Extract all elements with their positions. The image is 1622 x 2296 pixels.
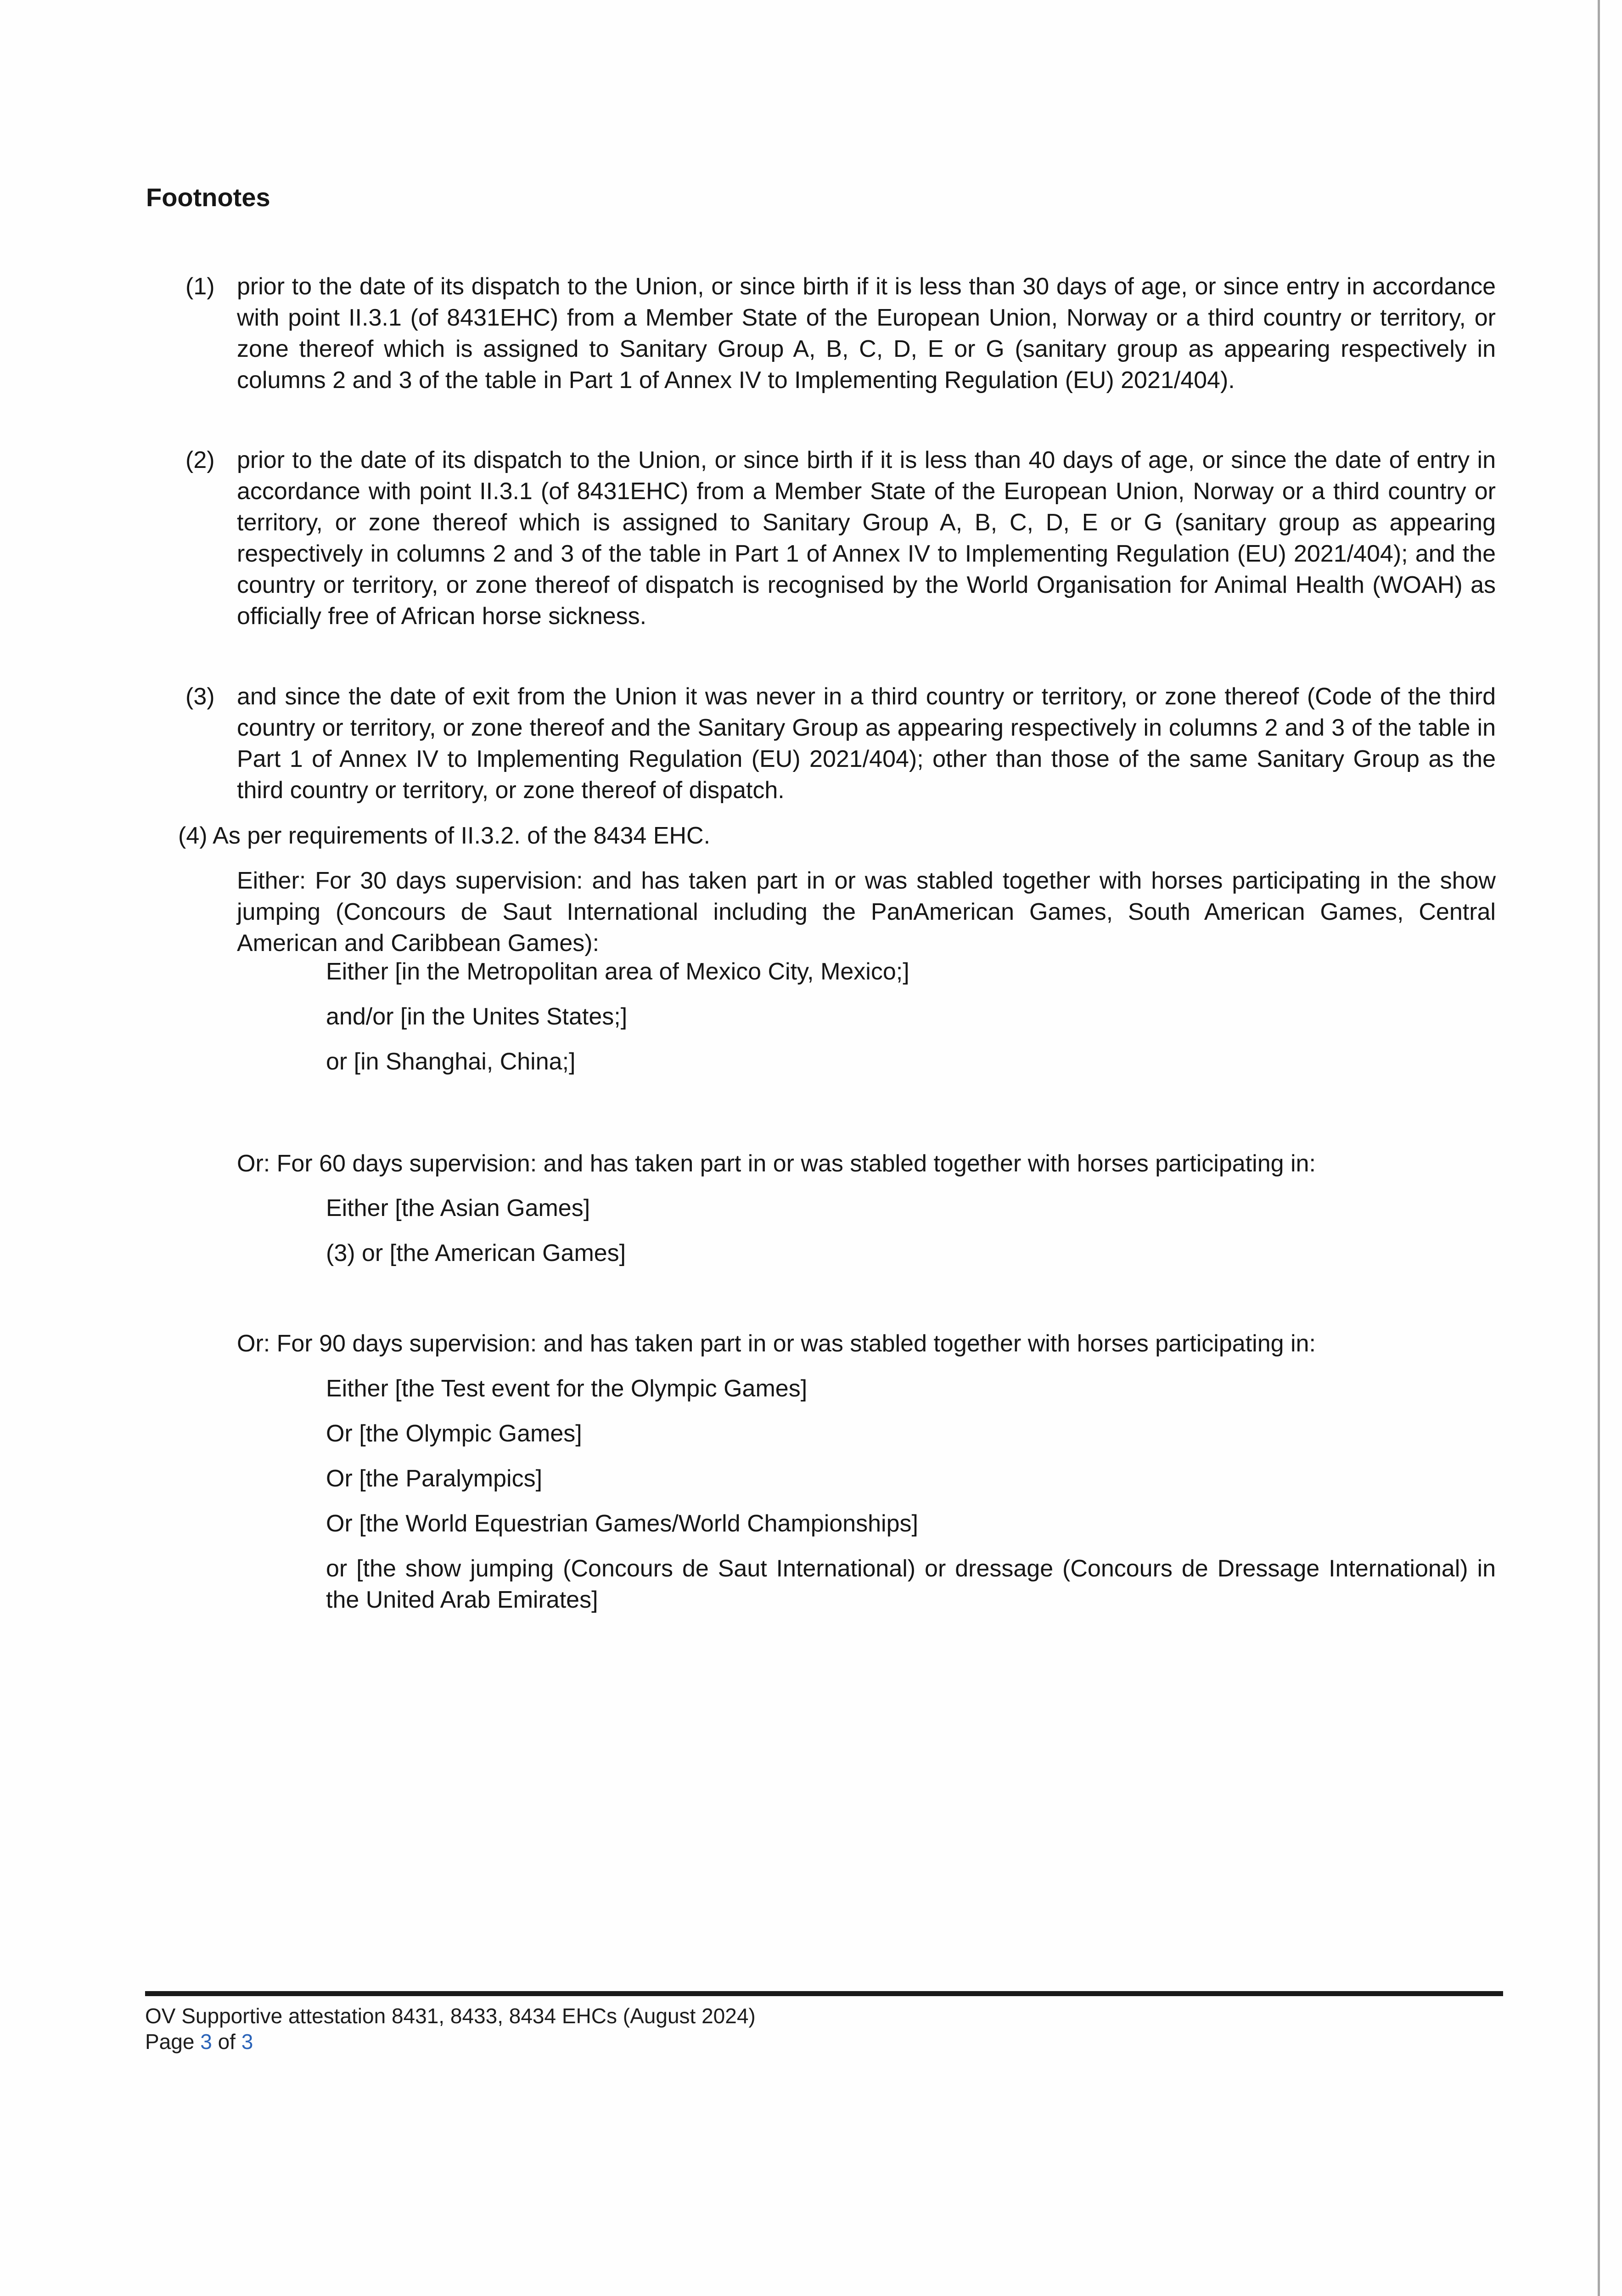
option-60-american-games: (3) or [the American Games]: [326, 1240, 626, 1266]
footnotes-heading: Footnotes: [146, 183, 270, 212]
footnote-number: (3): [185, 683, 215, 710]
footnote-1: [187, 271, 1496, 396]
option-30-mexico: Either [in the Metropolitan area of Mexico City, Mexico;]: [326, 958, 909, 985]
page-current: 3: [200, 2030, 212, 2054]
footer-page-number: [145, 2029, 253, 2054]
footnote-4: (4) As per requirements of II.3.2. of the 8434 EHC.: [178, 822, 711, 849]
option-30-shanghai: or [in Shanghai, China;]: [326, 1048, 576, 1075]
scan-edge-line: [1598, 0, 1600, 2296]
or-90-days: Or: For 90 days supervision: and has taken part in or was stabled together with horses participating in:: [237, 1330, 1316, 1357]
page-prefix: Page: [145, 2030, 195, 2054]
footer-title: OV Supportive attestation 8431, 8433, 8434 EHCs (August 2024): [145, 2004, 756, 2028]
footnote-2: [187, 445, 1496, 632]
footnote-text: prior to the date of its dispatch to the Union, or since birth if it is less than 40 days of age, or since the date of entry in accordance with point II.3.1 (of 8431EHC) from a Member State of the European Union, Norway or a third country or territory, or zone thereof which is assigned to Sanitary Group A, B, C, D, E or G (sanitary group as appearing respectively in columns 2 and 3 of the table in Part 1 of Annex IV to Implementing Regulation (EU) 2021/404); and the country or territory, or zone thereof of dispatch is recognised by the World Organisation for Animal Health (WOAH) as officially free of African horse sickness.: [237, 447, 1496, 630]
footnote-text: prior to the date of its dispatch to the Union, or since birth if it is less than 30 days of age, or since entry in accordance with point II.3.1 (of 8431EHC) from a Member State of the European Union, Norway or a third country or territory, or zone thereof which is assigned to Sanitary Group A, B, C, D, E or G (sanitary group as appearing respectively in columns 2 and 3 of the table in Part 1 of Annex IV to Implementing Regulation (EU) 2021/404).: [237, 273, 1496, 394]
footer-divider: [145, 1991, 1503, 1996]
option-90-paralympics: Or [the Paralympics]: [326, 1465, 543, 1492]
option-90-uae-show-jumping: or [the show jumping (Concours de Saut International) or dressage (Concours de Dressage International) in the United Arab Emirates]: [326, 1555, 1496, 1613]
option-60-asian-games: Either [the Asian Games]: [326, 1195, 590, 1221]
footnote-text: and since the date of exit from the Union it was never in a third country or territory, or zone thereof (Code of the third country or territory, or zone thereof and the Sanitary Group as appearing respectively in columns 2 and 3 of the table in Part 1 of Annex IV to Implementing Regulation (EU) 2021/404); other than those of the same Sanitary Group as the third country or territory, or zone thereof of dispatch.: [237, 683, 1496, 804]
option-30-united-states: and/or [in the Unites States;]: [326, 1003, 628, 1030]
page-of: of: [218, 2030, 236, 2054]
option-90-world-equestrian: Or [the World Equestrian Games/World Championships]: [326, 1510, 918, 1537]
option-90-test-event: Either [the Test event for the Olympic Games]: [326, 1375, 808, 1402]
footnote-number: (2): [185, 447, 215, 473]
or-60-days: Or: For 60 days supervision: and has taken part in or was stabled together with horses participating in:: [237, 1150, 1316, 1177]
either-30-days: Either: For 30 days supervision: and has taken part in or was stabled together with horses participating in the show jumping (Concours de Saut International including the PanAmerican Games, South American Games, Central American and Caribbean Games):: [237, 867, 1496, 957]
page-total: 3: [241, 2030, 253, 2054]
option-90-olympic-games: Or [the Olympic Games]: [326, 1420, 582, 1447]
footnote-number: (1): [185, 273, 215, 300]
footnote-3: [187, 681, 1496, 806]
